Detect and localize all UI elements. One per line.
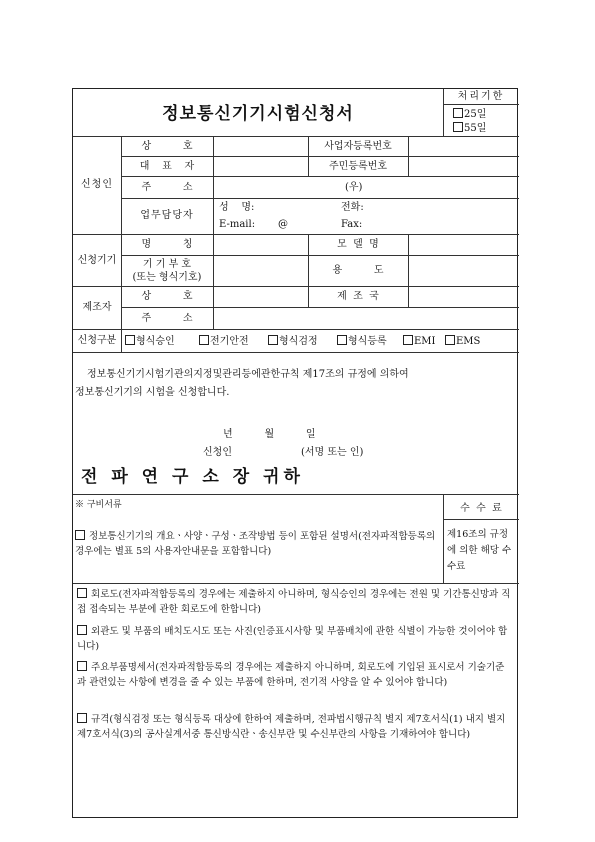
checkbox[interactable] — [199, 335, 209, 345]
checkbox[interactable] — [75, 530, 85, 540]
checkbox[interactable] — [77, 588, 87, 598]
application-type-label: 신청구분 — [77, 335, 117, 346]
rule — [73, 234, 519, 235]
applicant-signature-label: 신청인 — [203, 447, 232, 458]
document-item: 정보통신기기의 개요ㆍ사양ㆍ구성ㆍ조작방법 등이 포함된 설명서(전자파적합등록의 경우에는 별표 5의 사용자안내문을 포함합니다) — [75, 531, 436, 557]
processing-deadline-header: 처리기한 — [457, 91, 505, 102]
representative-label: 대 표 자 — [139, 161, 195, 172]
application-date: 년 월 일 — [223, 429, 316, 440]
contact-at-sign: @ — [278, 219, 288, 230]
document-item: 외관도 및 부품의 배치도시도 또는 사진(인증표시사항 및 부품배치에 관한 식별이 가능한 것이어야 합니다) — [77, 626, 508, 652]
biz-reg-number-label: 사업자등록번호 — [324, 141, 392, 152]
statement-line-1: 정보통신기기시험기관의지정및관리등에관한규칙 제17조의 규정에 의하여 — [87, 369, 409, 380]
rule — [121, 198, 519, 199]
statement-line-2: 정보통신기기의 시험을 신청합니다. — [75, 387, 230, 398]
checkbox[interactable] — [77, 661, 87, 671]
manufacturer-address-label: 주 소 — [141, 313, 193, 324]
document-item: 주요부품명세서(전자파적합등록의 경우에는 제출하지 아니하며, 회로도에 기입된 표시로서 기술기준과 관련있는 사항에 변경을 줄 수 있는 부품에 한하며, 전기적 사양을 알 수 있어야 합니다) — [77, 662, 505, 688]
type-option-approval[interactable]: 형식승인 — [125, 335, 175, 348]
type-option-registration[interactable]: 형식등록 — [337, 335, 387, 348]
country-label: 제 조 국 — [337, 291, 379, 302]
rule — [408, 234, 409, 308]
rule — [443, 104, 519, 105]
contact-name-label: 성 명: — [219, 202, 255, 213]
rule — [73, 286, 519, 287]
application-form — [72, 88, 518, 818]
rule — [408, 136, 409, 176]
applicant-address-label: 주 소 — [141, 182, 193, 193]
checkbox[interactable] — [453, 122, 463, 132]
fee-text: 제16조의 규정에 의한 해당 수수료 — [447, 529, 512, 572]
manufacturer-section-label: 제조자 — [82, 302, 112, 313]
device-use-label: 용 도 — [332, 265, 384, 276]
addressee: 전 파 연 구 소 장 귀하 — [81, 467, 304, 487]
applicant-trade-name-label: 상 호 — [141, 141, 193, 152]
type-option-ems[interactable]: EMS — [445, 335, 480, 348]
rule — [121, 255, 519, 256]
document-item: 규격(형식검정 또는 형식등록 대상에 한하여 제출하며, 전파법시행규칙 별지 제7호서식(1) 내지 별지 제7호서식(3)의 공사실계서중 통신방식란ㆍ송신부란 및 수신부란의 사항을 기재하여야 합니다) — [77, 714, 506, 740]
rule — [121, 156, 519, 157]
checkbox[interactable] — [77, 625, 87, 635]
type-option-inspection[interactable]: 형식검정 — [268, 335, 318, 348]
contact-fax-label: Fax: — [341, 219, 363, 230]
document-list — [73, 584, 519, 818]
checkbox[interactable] — [125, 335, 135, 345]
processing-option-55[interactable]: 55일 — [453, 122, 486, 135]
device-section-label: 신청기기 — [77, 255, 117, 266]
processing-option-25[interactable]: 25일 — [453, 108, 486, 121]
form-title: 정보통신기기시험신청서 — [162, 104, 354, 124]
rule — [121, 176, 519, 177]
applicant-section-label: 신청인 — [81, 179, 113, 190]
rule — [213, 136, 214, 329]
rule — [121, 307, 519, 308]
type-option-electrical-safety[interactable]: 전기안전 — [199, 335, 249, 348]
device-code-sub-label: (또는 형식기호) — [132, 272, 202, 283]
rule — [73, 494, 519, 495]
checkbox[interactable] — [445, 335, 455, 345]
documents-header: ※ 구비서류 — [75, 500, 122, 510]
rule — [73, 352, 519, 353]
contact-phone-label: 전화: — [341, 202, 364, 213]
model-name-label: 모 델 명 — [337, 239, 379, 250]
signature-note: (서명 또는 인) — [301, 447, 364, 458]
rule — [73, 136, 519, 137]
device-code-label: 기 기 부 호 — [142, 259, 192, 270]
type-option-emi[interactable]: EMI — [403, 335, 436, 348]
checkbox[interactable] — [77, 713, 87, 723]
checkbox[interactable] — [403, 335, 413, 345]
rule — [73, 329, 519, 330]
postal-mark: (우) — [345, 182, 363, 193]
checkbox[interactable] — [268, 335, 278, 345]
contact-email-label: E-mail: — [219, 219, 256, 230]
manufacturer-trade-name-label: 상 호 — [141, 291, 193, 302]
device-name-label: 명 칭 — [141, 239, 193, 250]
fee-header: 수 수 료 — [460, 503, 502, 514]
checkbox[interactable] — [453, 108, 463, 118]
resident-number-label: 주민등록번호 — [329, 161, 387, 172]
document-item: 회로도(전자파적합등록의 경우에는 제출하지 아니하며, 형식승인의 경우에는 전원 및 기간통신망과 직접 접속되는 부분에 관한 회로도에 한합니다) — [77, 589, 511, 615]
rule — [121, 329, 122, 352]
contact-person-label: 업무담당자 — [140, 210, 194, 221]
rule — [443, 519, 519, 520]
checkbox[interactable] — [337, 335, 347, 345]
